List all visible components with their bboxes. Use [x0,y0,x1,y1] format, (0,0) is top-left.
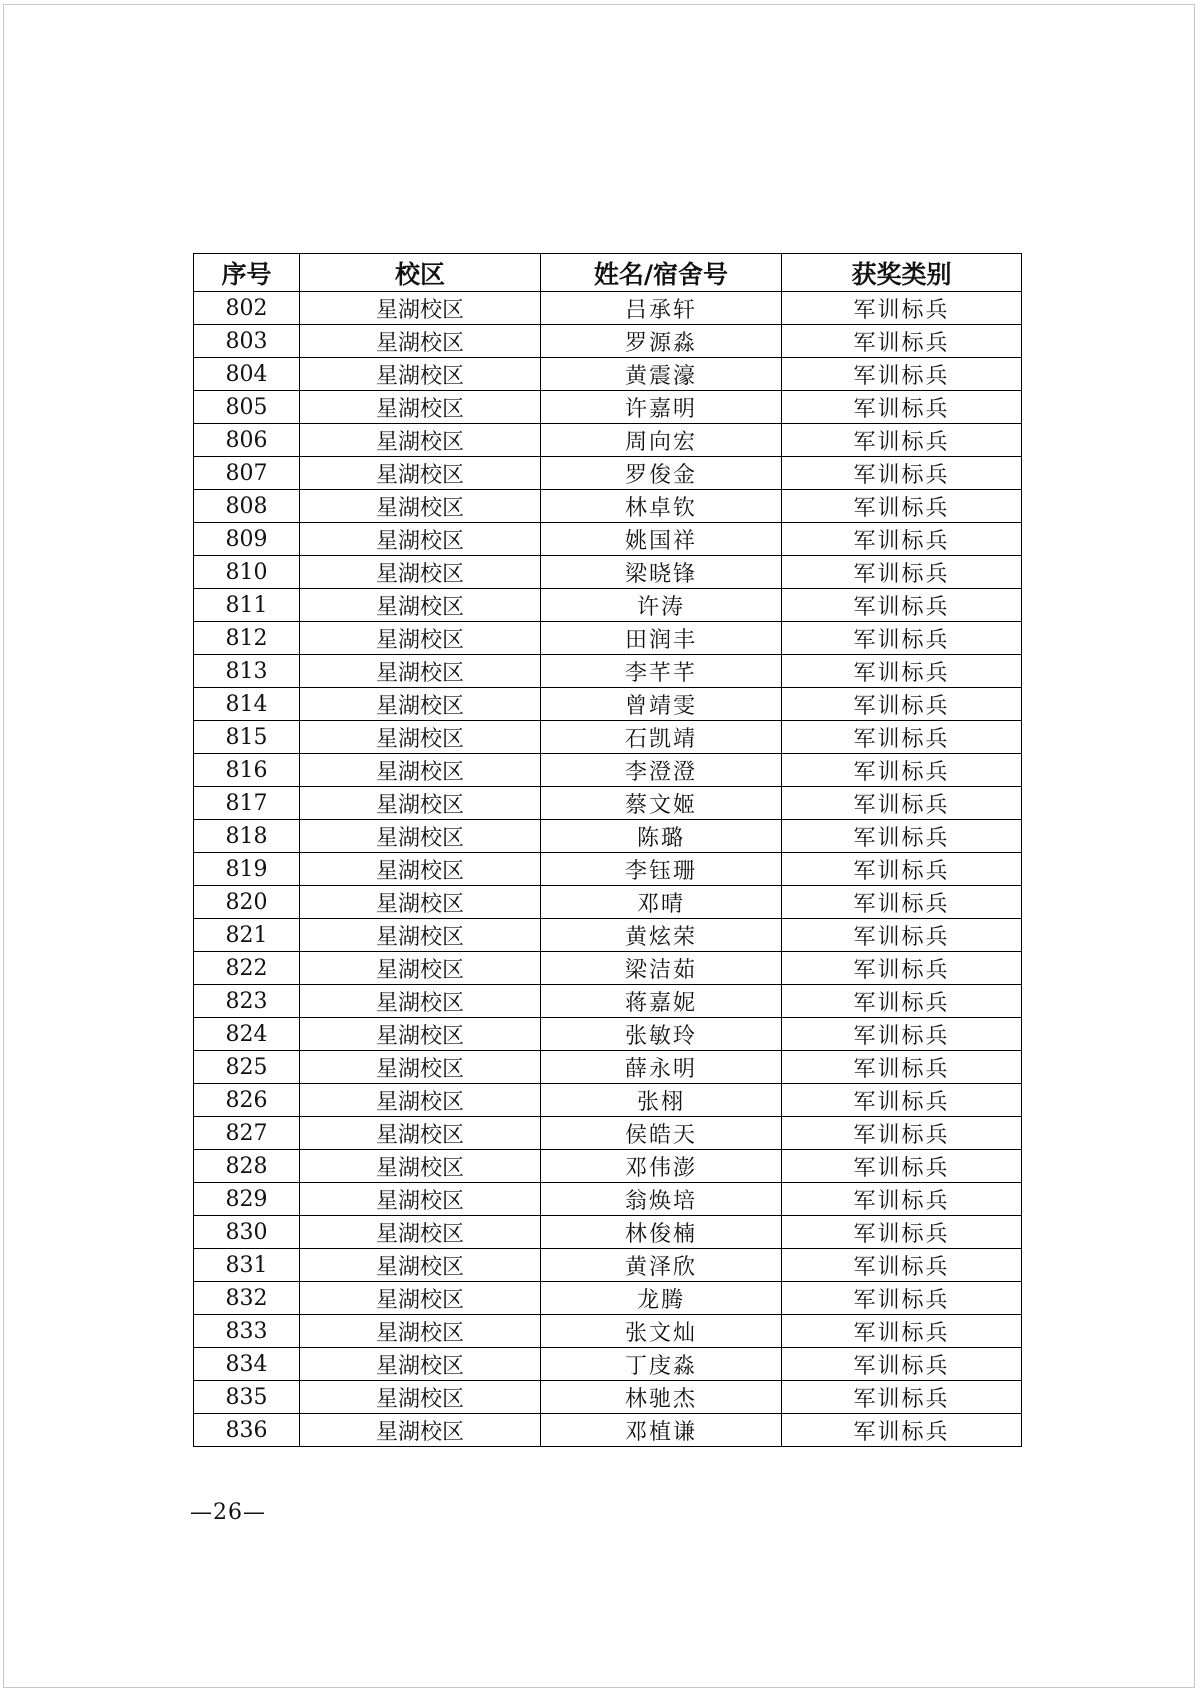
cell-award: 军训标兵 [782,358,1022,391]
cell-seq: 821 [194,919,300,952]
cell-seq: 823 [194,985,300,1018]
table-row [194,820,1022,853]
cell-campus: 星湖校区 [300,358,541,391]
cell-seq: 804 [194,358,300,391]
cell-award: 军训标兵 [782,292,1022,325]
cell-campus: 星湖校区 [300,589,541,622]
cell-award: 军训标兵 [782,1249,1022,1282]
cell-campus: 星湖校区 [300,820,541,853]
cell-campus: 星湖校区 [300,1414,541,1447]
table-row [194,655,1022,688]
table-header-row [194,254,1022,292]
table-row [194,490,1022,523]
cell-name: 梁洁茹 [541,952,782,985]
cell-seq: 812 [194,622,300,655]
cell-seq: 833 [194,1315,300,1348]
cell-seq: 827 [194,1117,300,1150]
cell-award: 军训标兵 [782,1183,1022,1216]
cell-award: 军训标兵 [782,523,1022,556]
cell-name: 罗俊金 [541,457,782,490]
cell-campus: 星湖校区 [300,952,541,985]
table-body [194,292,1022,1447]
cell-seq: 802 [194,292,300,325]
table-row [194,952,1022,985]
cell-name: 龙腾 [541,1282,782,1315]
table-row [194,1216,1022,1249]
table-row [194,886,1022,919]
cell-campus: 星湖校区 [300,523,541,556]
cell-name: 罗源淼 [541,325,782,358]
cell-award: 军训标兵 [782,1150,1022,1183]
cell-campus: 星湖校区 [300,325,541,358]
cell-name: 蒋嘉妮 [541,985,782,1018]
cell-award: 军训标兵 [782,1315,1022,1348]
cell-campus: 星湖校区 [300,1018,541,1051]
cell-award: 军训标兵 [782,688,1022,721]
cell-name: 张栩 [541,1084,782,1117]
cell-award: 军训标兵 [782,754,1022,787]
cell-campus: 星湖校区 [300,1051,541,1084]
cell-seq: 836 [194,1414,300,1447]
table-row [194,1381,1022,1414]
cell-name: 陈璐 [541,820,782,853]
cell-seq: 830 [194,1216,300,1249]
cell-name: 蔡文姬 [541,787,782,820]
cell-seq: 825 [194,1051,300,1084]
cell-seq: 806 [194,424,300,457]
table-row [194,919,1022,952]
cell-seq: 835 [194,1381,300,1414]
cell-campus: 星湖校区 [300,1315,541,1348]
table-row [194,688,1022,721]
cell-name: 薛永明 [541,1051,782,1084]
cell-name: 许涛 [541,589,782,622]
cell-name: 黄泽欣 [541,1249,782,1282]
cell-campus: 星湖校区 [300,919,541,952]
table-row [194,325,1022,358]
cell-seq: 813 [194,655,300,688]
cell-name: 姚国祥 [541,523,782,556]
cell-campus: 星湖校区 [300,754,541,787]
cell-seq: 831 [194,1249,300,1282]
cell-campus: 星湖校区 [300,424,541,457]
cell-award: 军训标兵 [782,589,1022,622]
cell-campus: 星湖校区 [300,787,541,820]
cell-name: 邓伟澎 [541,1150,782,1183]
cell-name: 丁庋淼 [541,1348,782,1381]
cell-award: 军训标兵 [782,919,1022,952]
cell-name: 梁晓锋 [541,556,782,589]
cell-campus: 星湖校区 [300,688,541,721]
cell-award: 军训标兵 [782,820,1022,853]
cell-seq: 808 [194,490,300,523]
table-row [194,1249,1022,1282]
cell-name: 林卓钦 [541,490,782,523]
cell-name: 石凯靖 [541,721,782,754]
cell-seq: 807 [194,457,300,490]
cell-seq: 818 [194,820,300,853]
table-row [194,1282,1022,1315]
table-row [194,523,1022,556]
header-campus: 校区 [300,254,541,292]
cell-campus: 星湖校区 [300,490,541,523]
cell-name: 林俊楠 [541,1216,782,1249]
cell-award: 军训标兵 [782,853,1022,886]
cell-award: 军训标兵 [782,490,1022,523]
page-number: —26— [190,1500,266,1525]
cell-name: 李钰珊 [541,853,782,886]
cell-campus: 星湖校区 [300,622,541,655]
cell-name: 张文灿 [541,1315,782,1348]
cell-award: 军训标兵 [782,787,1022,820]
cell-name: 邓晴 [541,886,782,919]
table-row [194,721,1022,754]
table-row [194,787,1022,820]
cell-seq: 822 [194,952,300,985]
cell-campus: 星湖校区 [300,391,541,424]
cell-name: 黄震濠 [541,358,782,391]
table-row [194,457,1022,490]
table-row [194,1051,1022,1084]
cell-seq: 811 [194,589,300,622]
cell-name: 侯皓天 [541,1117,782,1150]
table-row [194,985,1022,1018]
cell-campus: 星湖校区 [300,457,541,490]
cell-seq: 814 [194,688,300,721]
cell-name: 黄炫荣 [541,919,782,952]
cell-campus: 星湖校区 [300,1282,541,1315]
cell-name: 林驰杰 [541,1381,782,1414]
award-table [193,253,1022,1447]
cell-seq: 829 [194,1183,300,1216]
cell-award: 军训标兵 [782,1117,1022,1150]
cell-campus: 星湖校区 [300,1117,541,1150]
cell-campus: 星湖校区 [300,1216,541,1249]
cell-name: 田润丰 [541,622,782,655]
table-row [194,1018,1022,1051]
cell-campus: 星湖校区 [300,655,541,688]
cell-seq: 803 [194,325,300,358]
cell-award: 军训标兵 [782,391,1022,424]
cell-seq: 817 [194,787,300,820]
header-seq: 序号 [194,254,300,292]
cell-award: 军训标兵 [782,952,1022,985]
cell-campus: 星湖校区 [300,1084,541,1117]
header-name: 姓名/宿舍号 [541,254,782,292]
table-row [194,853,1022,886]
table-row [194,292,1022,325]
table-row [194,1414,1022,1447]
cell-name: 许嘉明 [541,391,782,424]
cell-seq: 826 [194,1084,300,1117]
cell-name: 邓植谦 [541,1414,782,1447]
cell-award: 军训标兵 [782,1051,1022,1084]
cell-campus: 星湖校区 [300,1348,541,1381]
cell-award: 军训标兵 [782,886,1022,919]
cell-seq: 815 [194,721,300,754]
table-row [194,556,1022,589]
cell-award: 军训标兵 [782,457,1022,490]
cell-campus: 星湖校区 [300,985,541,1018]
cell-seq: 828 [194,1150,300,1183]
cell-seq: 834 [194,1348,300,1381]
cell-campus: 星湖校区 [300,721,541,754]
cell-seq: 810 [194,556,300,589]
cell-seq: 805 [194,391,300,424]
cell-name: 翁焕培 [541,1183,782,1216]
cell-name: 李芊芊 [541,655,782,688]
cell-campus: 星湖校区 [300,886,541,919]
cell-award: 军训标兵 [782,325,1022,358]
cell-award: 军训标兵 [782,1348,1022,1381]
table-row [194,1150,1022,1183]
cell-award: 军训标兵 [782,556,1022,589]
cell-award: 军训标兵 [782,721,1022,754]
header-award: 获奖类别 [782,254,1022,292]
cell-seq: 832 [194,1282,300,1315]
table-row [194,358,1022,391]
cell-award: 军训标兵 [782,424,1022,457]
cell-award: 军训标兵 [782,1084,1022,1117]
cell-name: 吕承轩 [541,292,782,325]
table-row [194,589,1022,622]
table-row [194,1315,1022,1348]
cell-name: 李澄澄 [541,754,782,787]
table-row [194,754,1022,787]
cell-seq: 824 [194,1018,300,1051]
cell-name: 张敏玲 [541,1018,782,1051]
table-row [194,1348,1022,1381]
cell-campus: 星湖校区 [300,1249,541,1282]
cell-campus: 星湖校区 [300,1150,541,1183]
cell-name: 曾靖雯 [541,688,782,721]
cell-award: 军训标兵 [782,1018,1022,1051]
cell-award: 军训标兵 [782,1414,1022,1447]
cell-seq: 809 [194,523,300,556]
cell-award: 军训标兵 [782,1216,1022,1249]
cell-seq: 820 [194,886,300,919]
cell-seq: 816 [194,754,300,787]
cell-name: 周向宏 [541,424,782,457]
cell-award: 军训标兵 [782,985,1022,1018]
cell-award: 军训标兵 [782,1381,1022,1414]
cell-award: 军训标兵 [782,655,1022,688]
cell-campus: 星湖校区 [300,1183,541,1216]
table-row [194,1084,1022,1117]
table-row [194,424,1022,457]
cell-campus: 星湖校区 [300,556,541,589]
table-row [194,622,1022,655]
cell-seq: 819 [194,853,300,886]
cell-campus: 星湖校区 [300,1381,541,1414]
cell-campus: 星湖校区 [300,292,541,325]
cell-award: 军训标兵 [782,1282,1022,1315]
table-row [194,1117,1022,1150]
cell-award: 军训标兵 [782,622,1022,655]
table-row [194,391,1022,424]
cell-campus: 星湖校区 [300,853,541,886]
table-row [194,1183,1022,1216]
